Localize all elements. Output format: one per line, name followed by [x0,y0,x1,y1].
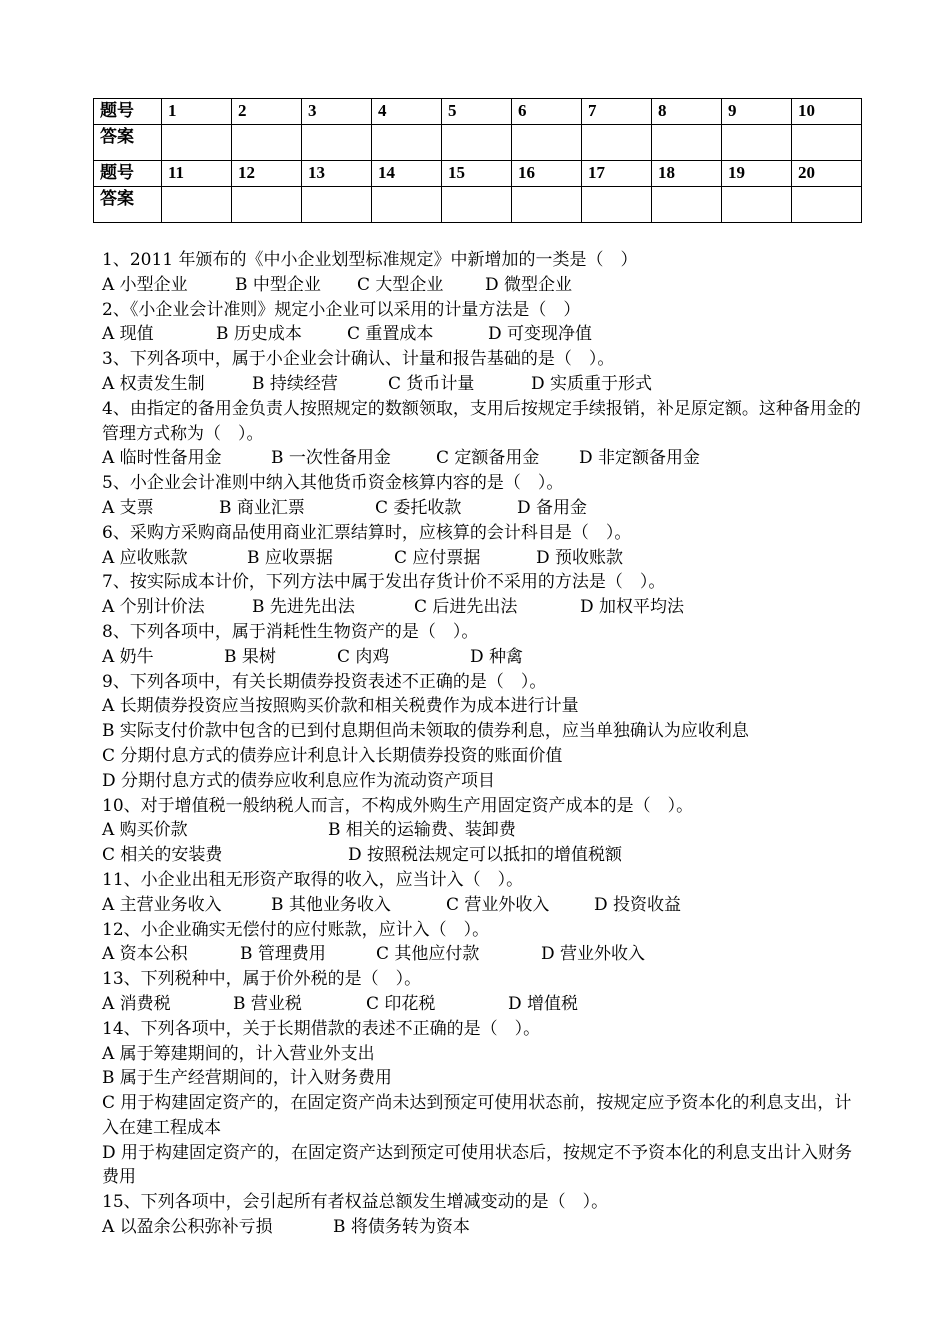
question-stem: 7、按实际成本计价，下列方法中属于发出存货计价不采用的方法是（ ）。 [102,572,666,593]
option: B 相关的运输费、装卸费 [328,820,516,841]
option: B 一次性备用金 [271,448,391,469]
option: C 肉鸡 [337,646,390,667]
options-line [102,942,862,967]
question-number-cell: 12 [232,161,302,187]
question-stem: 15、下列各项中，会引起所有者权益总额发生增减变动的是（ ）。 [102,1192,609,1213]
row-label: 题号 [94,99,162,125]
answer-cell[interactable] [652,187,722,223]
option: A 现值 [102,324,154,345]
question-stem: 13、下列税种中，属于价外税的是（ ）。 [102,969,422,990]
question-number-cell: 19 [722,161,792,187]
question-stem: 4、由指定的备用金负责人按照规定的数额领取，支用后按规定手续报销，补足原定额。这种备用金的管理方式称为（ ）。 [102,398,861,444]
question-number-cell: 13 [302,161,372,187]
answer-cell[interactable] [162,187,232,223]
row-label: 答案 [94,187,162,223]
question-number-cell: 18 [652,161,722,187]
option: B 实际支付价款中包含的已到付息期但尚未领取的债券利息，应当单独确认为应收利息 [102,721,749,742]
options-line [102,818,862,843]
options-line [102,446,862,471]
question-stem: 1、2011 年颁布的《中小企业划型标准规定》中新增加的一类是（ ） [102,250,638,270]
question-number-cell: 17 [582,161,652,187]
option: C 分期付息方式的债券应计利息计入长期债券投资的账面价值 [102,745,563,766]
question-number-cell: 6 [512,99,582,125]
option: B 中型企业 [235,274,321,295]
question-stem: 5、小企业会计准则中纳入其他货币资金核算内容的是（ ）。 [102,473,564,494]
option: B 将债务转为资本 [333,1217,470,1238]
options-line [102,496,862,521]
option: C 委托收款 [375,497,462,518]
question-number-cell: 3 [302,99,372,125]
question-number-row [94,161,862,187]
option: A 消费税 [102,993,171,1014]
option: C 印花税 [366,993,436,1014]
option: A 应收账款 [102,547,188,568]
options-line [102,322,862,347]
option: D 可变现净值 [488,324,593,345]
options-line [102,595,862,620]
question-stem: 9、下列各项中，有关长期债券投资表述不正确的是（ ）。 [102,671,547,692]
options-line [102,645,862,670]
option: D 增值税 [508,993,579,1014]
answer-cell[interactable] [792,187,862,223]
question-number-cell: 9 [722,99,792,125]
row-label: 答案 [94,125,162,161]
option: A 权责发生制 [102,373,205,394]
option: B 其他业务收入 [271,894,391,915]
answer-table [93,98,862,223]
answer-cell[interactable] [372,187,442,223]
answer-cell[interactable] [442,125,512,161]
question-stem: 2、《小企业会计准则》规定小企业可以采用的计量方法是（ ） [102,299,581,320]
option: B 属于生产经营期间的，计入财务费用 [102,1068,392,1089]
question-number-cell: 8 [652,99,722,125]
option: D 备用金 [517,497,588,518]
question-number-cell: 10 [792,99,862,125]
option: B 持续经营 [252,373,338,394]
option: C 其他应付款 [376,944,480,965]
option: C 相关的安装费 [102,845,223,866]
question-stem: 14、下列各项中，关于长期借款的表述不正确的是（ ）。 [102,1018,541,1039]
question-stem: 12、小企业确实无偿付的应付账款，应计入（ ）。 [102,919,490,940]
options-line [102,1215,862,1240]
options-line [102,992,862,1017]
answer-cell[interactable] [582,125,652,161]
option: D 预收账款 [536,547,624,568]
option: A 临时性备用金 [102,448,222,469]
answer-cell[interactable] [652,125,722,161]
answer-cell[interactable] [722,187,792,223]
question-stem: 3、下列各项中，属于小企业会计确认、计量和报告基础的是（ ）。 [102,349,615,370]
option: D 实质重于形式 [531,373,653,394]
answer-cell[interactable] [232,187,302,223]
option: C 后进先出法 [414,597,518,618]
option: A 资本公积 [102,944,188,965]
question-stem: 10、对于增值税一般纳税人而言，不构成外购生产用固定资产成本的是（ ）。 [102,795,694,816]
question-stem: 6、采购方采购商品使用商业汇票结算时，应核算的会计科目是（ ）。 [102,522,632,543]
option: C 大型企业 [357,274,444,295]
answer-cell[interactable] [722,125,792,161]
options-line [102,893,862,918]
question-number-cell: 4 [372,99,442,125]
option: D 营业外收入 [541,944,646,965]
answer-cell[interactable] [162,125,232,161]
option: A 购买价款 [102,820,188,841]
option: D 按照税法规定可以抵扣的增值税额 [348,845,623,866]
question-number-cell: 15 [442,161,512,187]
option: D 用于构建固定资产的，在固定资产达到预定可使用状态后，按规定不予资本化的利息支出计入财务费用 [102,1142,853,1188]
question-number-row [94,99,862,125]
option: C 应付票据 [394,547,481,568]
answer-cell[interactable] [582,187,652,223]
option: C 重置成本 [347,324,434,345]
options-line [102,372,862,397]
question-number-cell: 1 [162,99,232,125]
option: D 非定额备用金 [579,448,701,469]
option: D 投资收益 [594,894,682,915]
options-line [102,843,862,868]
option: A 支票 [102,497,154,518]
answer-cell[interactable] [792,125,862,161]
question-number-cell: 16 [512,161,582,187]
answer-cell[interactable] [232,125,302,161]
option: A 长期债券投资应当按照购买价款和相关税费作为成本进行计量 [102,696,579,717]
option: A 个别计价法 [102,597,205,618]
option: B 历史成本 [216,324,302,345]
answer-cell[interactable] [512,187,582,223]
answer-cell[interactable] [442,187,512,223]
question-number-cell: 5 [442,99,512,125]
option: D 分期付息方式的债券应收利息应作为流动资产项目 [102,770,496,791]
option: B 管理费用 [240,944,326,965]
option: D 加权平均法 [580,597,685,618]
answer-cell[interactable] [372,125,442,161]
option: B 应收票据 [247,547,333,568]
answer-cell[interactable] [302,125,372,161]
question-number-cell: 7 [582,99,652,125]
question-number-cell: 14 [372,161,442,187]
option: B 果树 [224,646,276,667]
option: A 小型企业 [102,274,188,295]
question-number-cell: 20 [792,161,862,187]
answer-cell[interactable] [512,125,582,161]
option: A 属于筹建期间的，计入营业外支出 [102,1043,375,1064]
option: A 以盈余公积弥补亏损 [102,1217,273,1238]
option: C 定额备用金 [436,448,540,469]
option: A 主营业务收入 [102,894,222,915]
option: C 用于构建固定资产的，在固定资产尚未达到预定可使用状态前，按规定应予资本化的利息支出，计入在建工程成本 [102,1093,852,1138]
option: B 营业税 [233,993,302,1014]
option: C 货币计量 [388,373,475,394]
option: A 奶牛 [102,646,154,667]
options-line [102,273,862,298]
answer-row [94,187,862,223]
question-stem: 11、小企业出租无形资产取得的收入，应当计入（ ）。 [102,869,524,890]
options-line [102,546,862,571]
question-number-cell: 11 [162,161,232,187]
option: B 先进先出法 [252,597,355,618]
option: B 商业汇票 [219,497,305,518]
option: D 微型企业 [485,274,573,295]
option: C 营业外收入 [446,894,550,915]
answer-cell[interactable] [302,187,372,223]
option: D 种禽 [470,646,524,667]
question-list [102,248,862,1240]
question-stem: 8、下列各项中，属于消耗性生物资产的是（ ）。 [102,621,479,642]
row-label: 题号 [94,161,162,187]
answer-row [94,125,862,161]
question-number-cell: 2 [232,99,302,125]
